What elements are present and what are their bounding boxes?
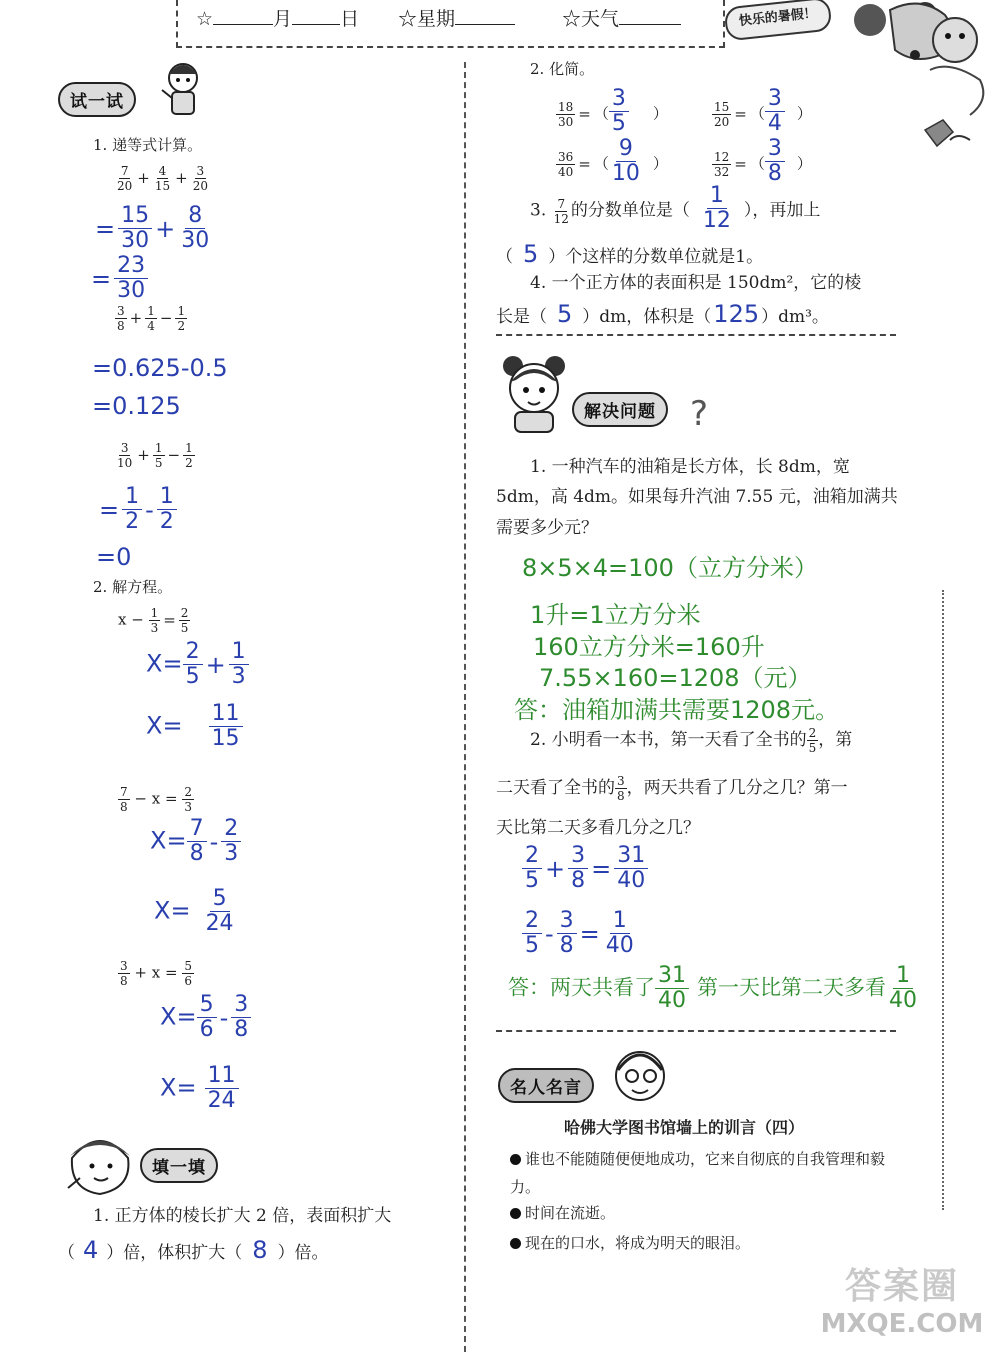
p1-answer-line5: 答：油箱加满共需要1208元。 (514, 696, 840, 724)
q1a-step1: = $\frac{15}{30}$ + $\frac{8}{30}$ (95, 203, 210, 253)
q2-title: 2. 解方程。 (93, 578, 173, 596)
p1-answer-line4: 7.55×160=1208（元） (539, 664, 812, 692)
eq1-step2: X= $\frac{11}{15}$ (146, 703, 243, 750)
header-banner: 快乐的暑假！ (724, 0, 833, 41)
column-divider (464, 62, 466, 1352)
question-mark-icon: ? (690, 394, 709, 434)
section-badge-quote: 名人名言 (498, 1068, 594, 1103)
fill-q1-line2: （ 4 ）倍，体积扩大（ 8 ）倍。 (58, 1236, 329, 1264)
q1b-problem: $\frac{3}{8}$ + $\frac{1}{4}$ − $\frac{1}{2}$ (117, 304, 186, 333)
right-divider-2 (496, 1030, 896, 1032)
right-margin-decoration (942, 590, 944, 1210)
bullet-icon (510, 1208, 521, 1219)
p1-answer-line2: 1升=1立方分米 (530, 601, 701, 629)
header-cartoon-illustration (830, 0, 1000, 170)
problem2-line3: 天比第二天多看几分之几？ (496, 818, 700, 838)
eq2-step1: X= $\frac{7}{8}$ - $\frac{2}{3}$ (150, 818, 241, 865)
watermark-logo: 答案圈 MXQE.COM (820, 1266, 984, 1339)
q1a-step2: = $\frac{23}{30}$ (88, 255, 148, 302)
problem1-text: 1. 一种汽车的油箱是长方体，长 8dm，宽 5dm，高 4dm。如果每升汽油 7.55 元，油箱加满共需要多少元？ (496, 457, 898, 538)
p1-answer-line1: 8×5×4=100（立方分米） (522, 554, 818, 582)
girl-cartoon-icon (62, 1128, 142, 1200)
q1b-step2: =0.125 (92, 392, 181, 420)
quote-item-2: 时间在流逝。 (510, 1206, 615, 1221)
section-badge-try: 试一试 (58, 82, 136, 117)
problem2-line2: 二天看了全书的 $\frac{3}{8}$ ，两天共看了几分之几？第一 (496, 774, 848, 803)
eq3-problem: $\frac{3}{8}$ + x = $\frac{5}{6}$ (120, 959, 192, 988)
quote-item-3: 现在的口水，将成为明天的眼泪。 (510, 1236, 750, 1251)
girl-with-buns-cartoon-icon (495, 352, 575, 436)
simplify-title: 2. 化简。 (530, 60, 595, 78)
q1a-problem: $\frac{7}{20}$ + $\frac{4}{15}$ + $\frac{3}{20}$ (117, 164, 208, 193)
fill-q1-answer-volume: 8 (252, 1236, 268, 1264)
simplify-item-3: $\frac{36}{40}$ = （ $\frac{9}{10}$ ） (558, 136, 668, 186)
q4-line1: 4. 一个正方体的表面积是 150dm²，它的棱 (530, 273, 862, 293)
simplify-item-4: $\frac{12}{32}$ = （ $\frac{3}{8}$ ） (714, 136, 812, 186)
q3-line1: 3. $\frac{7}{12}$ 的分数单位是（ $\frac{1}{12}$ ），再加上 (530, 183, 821, 233)
header-weather: ☆天气 (562, 10, 681, 29)
eq2-step2: X= $\frac{5}{24}$ (154, 886, 234, 936)
q1c-step1: = $\frac{1}{2}$ - $\frac{1}{2}$ (96, 486, 177, 533)
section-badge-solve: 解决问题 (572, 392, 668, 427)
eq3-step2: X= $\frac{11}{24}$ (160, 1065, 239, 1112)
quote-item-1: 谁也不能随随便便地成功，它来自彻底的自我管理和毅力。 (510, 1150, 886, 1196)
q1c-step2: =0 (96, 543, 132, 571)
header-date-row: ☆ 月 日 (196, 8, 360, 30)
simplify-item-1: $\frac{18}{30}$ = （ $\frac{3}{5}$ ） (558, 86, 668, 136)
boy-cartoon-icon (158, 60, 208, 120)
p2-step1: $\frac{2}{5}$ + $\frac{3}{8}$ = $\frac{31}{40}$ (522, 845, 648, 892)
bullet-icon (510, 1154, 521, 1165)
q4-line2: 长是（ 5 ）dm，体积是（125 ）dm³。 (496, 300, 829, 328)
bullet-icon (510, 1238, 521, 1249)
problem2-line1: 2. 小明看一本书，第一天看了全书的 $\frac{2}{5}$ ，第 (530, 726, 853, 755)
p1-answer-line3: 160立方分米=160升 (533, 633, 765, 661)
fill-q1-line1: 1. 正方体的棱长扩大 2 倍，表面积扩大 (93, 1206, 392, 1226)
eq1-step1: X= $\frac{2}{5}$ + $\frac{1}{3}$ (146, 641, 249, 688)
header-weekday: ☆星期 (398, 10, 515, 29)
p2-step2: $\frac{2}{5}$ - $\frac{3}{8}$ = $\frac{1}{40}$ (522, 910, 637, 957)
simplify-item-2: $\frac{15}{20}$ = （ $\frac{3}{4}$ ） (714, 86, 812, 136)
right-divider-1 (496, 334, 896, 336)
eq3-step1: X= $\frac{5}{6}$ - $\frac{3}{8}$ (160, 994, 251, 1041)
q1b-step1: =0.625-0.5 (92, 354, 228, 382)
q1c-problem: $\frac{3}{10}$ + $\frac{1}{5}$ − $\frac{1}{2}$ (117, 441, 193, 470)
old-man-cartoon-icon (608, 1044, 672, 1108)
q1-title: 1. 递等式计算。 (93, 136, 203, 154)
q3-line2: （ 5 ）个这样的分数单位就是1。 (496, 240, 764, 268)
p2-answer: 答：两天共看了 $\frac{31}{40}$ 第一天比第二天多看 $\frac{1}{40}$ (508, 963, 917, 1013)
eq2-problem: $\frac{7}{8}$ − x = $\frac{2}{3}$ (120, 785, 192, 814)
section-badge-fill: 填一填 (140, 1148, 218, 1183)
quote-title: 哈佛大学图书馆墙上的训言（四） (564, 1118, 805, 1137)
eq1-problem: x − $\frac{1}{3}$ = $\frac{2}{5}$ (118, 606, 189, 635)
fill-q1-answer-surface: 4 (83, 1236, 99, 1264)
